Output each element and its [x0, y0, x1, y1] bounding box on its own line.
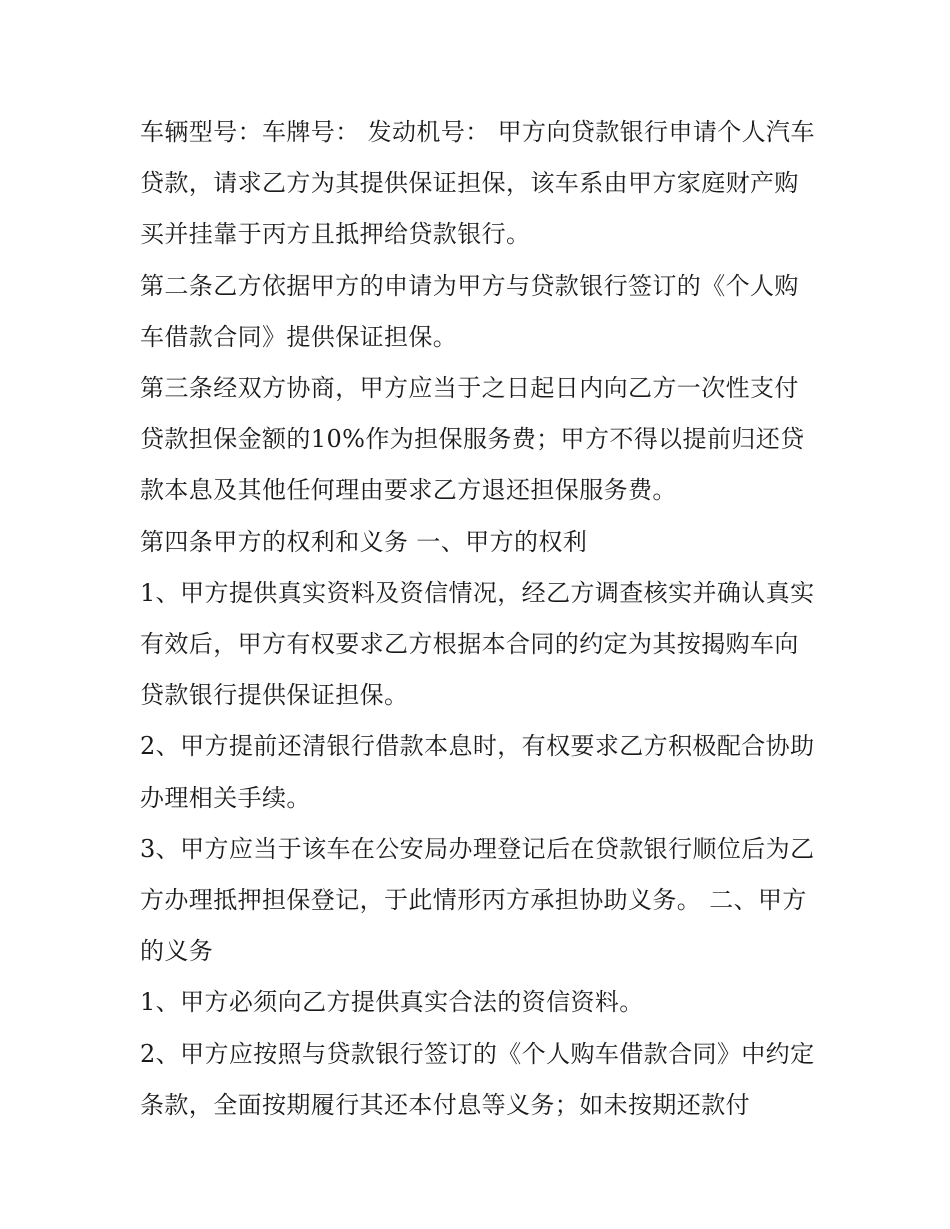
- paragraph-right-3: 3、甲方应当于该车在公安局办理登记后在贷款银行顺位后为乙方办理抵押担保登记，于此情形丙方承担协助义务。 二、甲方的义务: [140, 834, 815, 966]
- document-body: [140, 107, 820, 1131]
- paragraph-right-1: 1、甲方提供真实资料及资信情况，经乙方调查核实并确认真实有效后，甲方有权要求乙方根据本合同的约定为其按揭购车向贷款银行提供保证担保。: [140, 578, 815, 710]
- paragraph-vehicle-info: 车辆型号：车牌号： 发动机号： 甲方向贷款银行申请个人汽车贷款，请求乙方为其提供保证担保，该车系由甲方家庭财产购买并挂靠于丙方且抵押给贷款银行。: [140, 118, 815, 249]
- paragraph-right-2: 2、甲方提前还清银行借款本息时，有权要求乙方积极配合协助办理相关手续。: [140, 732, 815, 812]
- paragraph-article-2: 第二条乙方依据甲方的申请为甲方与贷款银行签订的《个人购车借款合同》提供保证担保。: [140, 271, 799, 351]
- paragraph-article-3: 第三条经双方协商，甲方应当于之日起日内向乙方一次性支付贷款担保金额的10%作为担保服务费；甲方不得以提前归还贷款本息及其他任何理由要求乙方退还担保服务费。: [140, 374, 805, 505]
- paragraph-obligation-2: 2、甲方应按照与贷款银行签订的《个人购车借款合同》中约定条款，全面按期履行其还本付息等义务；如未按期还款付: [140, 1039, 815, 1119]
- paragraph-article-4-heading: 第四条甲方的权利和义务 一、甲方的权利: [140, 527, 588, 556]
- paragraph-obligation-1: 1、甲方必须向乙方提供真实合法的资信资料。: [140, 988, 644, 1017]
